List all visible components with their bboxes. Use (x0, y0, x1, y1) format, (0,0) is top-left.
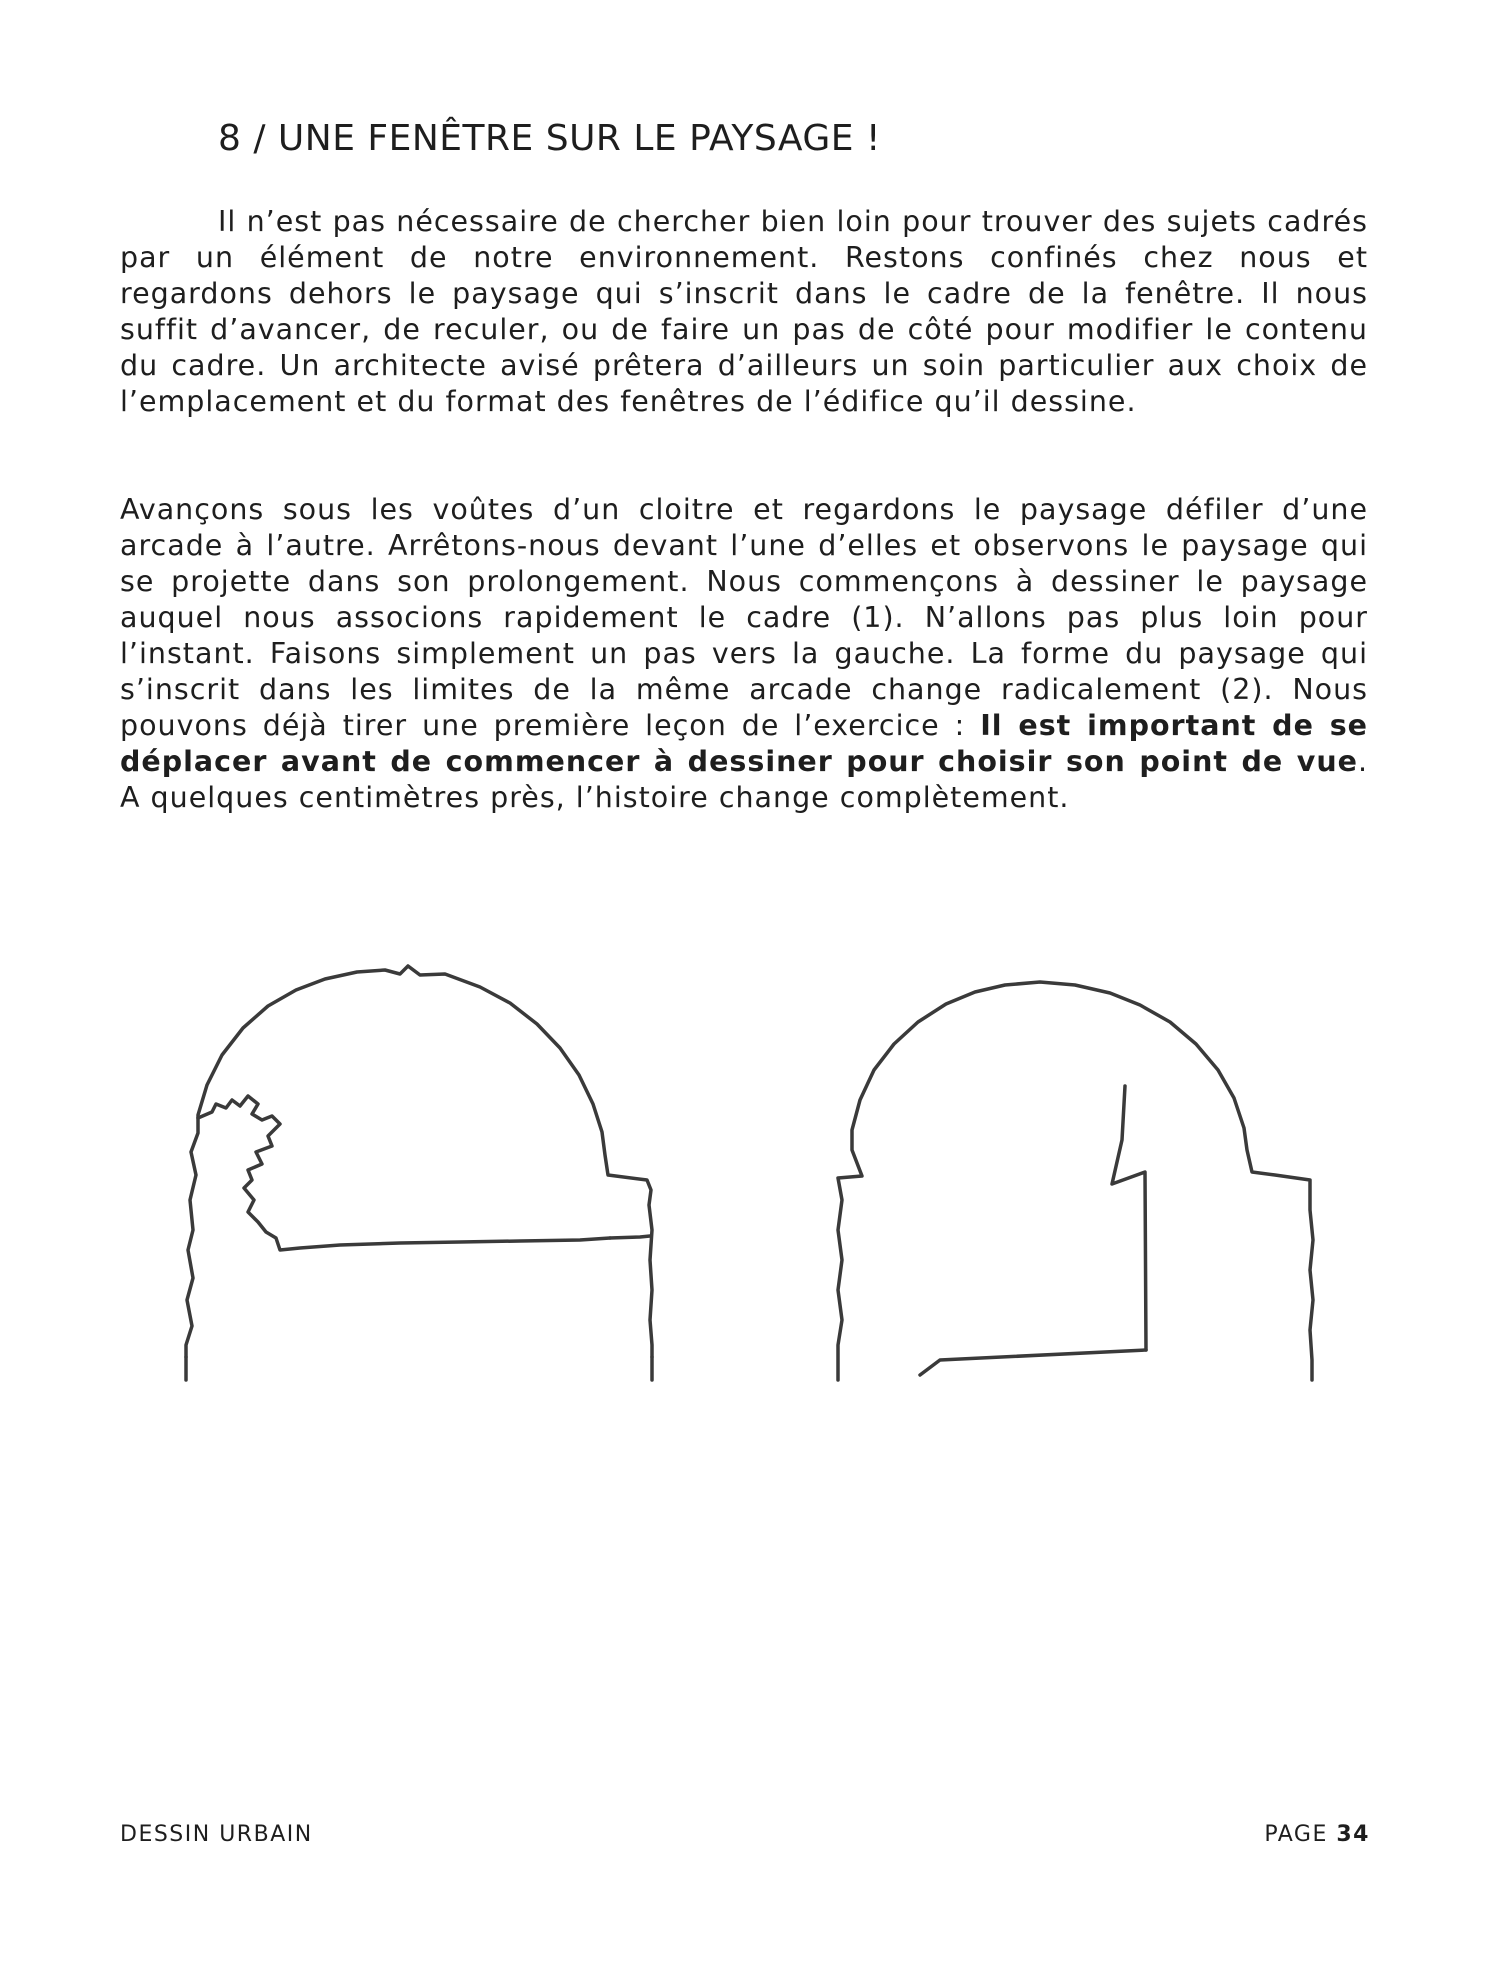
footer-page-number (1264, 1822, 1370, 1847)
paragraph-2-outro: . A quelques centimètres près, l’histoire change complètement. (120, 745, 1368, 814)
page-title: 8 / UNE FENÊTRE SUR LE PAYSAGE ! (218, 118, 881, 159)
horizon-line-1 (610, 1236, 650, 1238)
paragraph-2-intro: Avançons sous les voûtes d’un cloitre et regardons le paysage défiler d’une arcade à l’autre. Arrêtons-nous devant l’une d’elles et observons le paysage qui se projette dans son prolongement. Nous commençons à dessiner le paysage auquel nous associons rapidement le cadre (1). N’allons pas plus loin pour l’instant. Faisons simplement un pas vers la gauche. La forme du paysage qui s’inscrit dans les limites de la même arcade change radicalement (2). Nous pouvons déjà tirer une première leçon de l’exercice : (120, 493, 1368, 742)
footer-page-label: PAGE (1264, 1822, 1328, 1847)
paragraph-2 (120, 492, 1368, 816)
paragraph-2-bold: Il est important de se déplacer avant de commencer à dessiner pour choisir son point de vue (120, 709, 1368, 778)
building-outline-2-base (920, 1350, 1146, 1375)
arcade-drawing-2 (838, 982, 1313, 1380)
paragraph-1: Il n’est pas nécessaire de chercher bien loin pour trouver des sujets cadrés par un élément de notre environnement. Restons confinés chez nous et regardons dehors le paysage qui s’inscrit dans le cadre de la fenêtre. Il nous suffit d’avancer, de reculer, ou de faire un pas de côté pour modifier le contenu du cadre. Un architecte avisé prêtera d’ailleurs un soin particulier aux choix de l’emplacement et du format des fenêtres de l’édifice qu’il dessine. (120, 205, 1368, 418)
arcade-drawing-1 (186, 966, 652, 1380)
foliage-1 (198, 1096, 610, 1250)
arcade-frame-1 (186, 966, 652, 1357)
arcade-frame-2 (838, 982, 1313, 1380)
building-outline-2 (1112, 1086, 1146, 1350)
arcade-drawings (0, 1050, 1500, 1380)
footer-book-title: DESSIN URBAIN (120, 1822, 313, 1847)
page-number: 34 (1336, 1822, 1370, 1847)
arcade-frame-1-continued (186, 1357, 652, 1380)
